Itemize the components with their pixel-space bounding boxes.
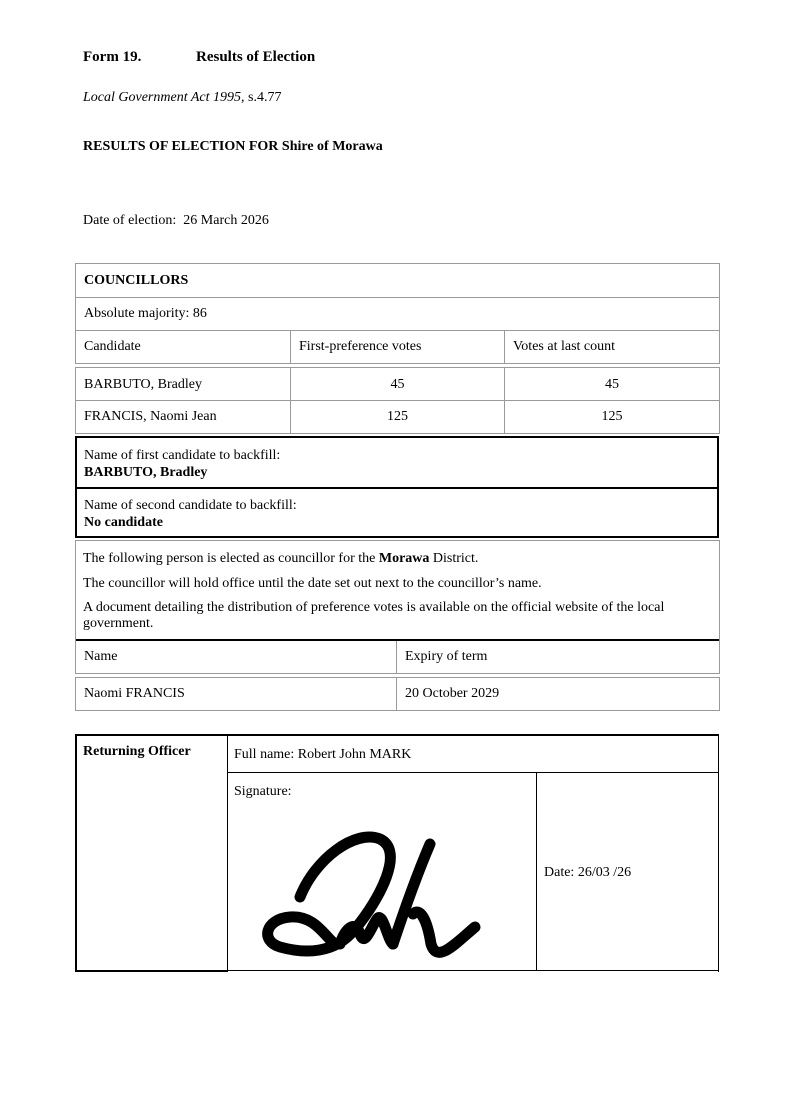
form-title: Results of Election <box>196 49 316 65</box>
second-backfill-value: No candidate <box>84 515 163 530</box>
last-count-votes: 45 <box>605 376 619 392</box>
column-header-last-count: Votes at last count <box>513 339 616 354</box>
results-heading: RESULTS OF ELECTION FOR Shire of Morawa <box>83 139 383 154</box>
term-note: The councillor will hold office until the date set out next to the councillor’s name. <box>83 576 542 591</box>
act-name: Local Government Act 1995, <box>83 90 245 105</box>
absolute-majority: Absolute majority: 86 <box>84 306 207 321</box>
first-backfill-value: BARBUTO, Bradley <box>84 465 208 480</box>
backfill-box <box>75 436 719 538</box>
returning-officer-label: Returning Officer <box>83 744 191 759</box>
signature-label: Signature: <box>234 784 292 799</box>
elected-district: Morawa <box>378 551 430 566</box>
first-preference-votes: 125 <box>387 409 408 424</box>
elected-suffix: District. <box>429 551 479 566</box>
second-backfill-label: Name of second candidate to backfill: <box>84 498 297 513</box>
first-backfill <box>84 447 280 481</box>
act-reference <box>83 90 281 106</box>
elected-expiry: 20 October 2029 <box>405 686 500 701</box>
first-backfill-label: Name of first candidate to backfill: <box>84 448 281 463</box>
column-header-expiry: Expiry of term <box>405 649 488 664</box>
election-date <box>83 213 269 229</box>
candidate-rows <box>75 367 720 434</box>
second-backfill <box>84 497 297 531</box>
column-header-first-preference: First-preference votes <box>299 339 422 354</box>
candidate-name: BARBUTO, Bradley <box>84 376 202 392</box>
form-number: Form 19. <box>83 49 142 65</box>
elected-name: Naomi FRANCIS <box>84 686 185 701</box>
date-value: 26 March 2026 <box>183 213 269 228</box>
elected-prefix: The following person is elected as councillor for the <box>83 551 379 566</box>
elected-box <box>75 540 720 674</box>
last-count-votes: 125 <box>601 409 623 424</box>
returning-officer-block <box>75 734 720 973</box>
act-section: s.4.77 <box>244 90 282 105</box>
date-label: Date of election: <box>83 213 177 228</box>
column-header-name: Name <box>84 649 118 664</box>
elected-statement <box>83 550 708 567</box>
councillors-table-header <box>75 263 720 364</box>
elected-row <box>75 677 720 711</box>
signature-image <box>255 819 495 959</box>
column-header-candidate: Candidate <box>84 339 141 354</box>
signature-date: Date: 26/03 /26 <box>544 865 632 880</box>
councillors-heading: COUNCILLORS <box>84 272 189 288</box>
candidate-name: FRANCIS, Naomi Jean <box>84 409 217 424</box>
returning-officer-full-name: Full name: Robert John MARK <box>234 747 412 762</box>
document-note: A document detailing the distribution of preference votes is available on the official website of the local government. <box>83 600 665 631</box>
first-preference-votes: 45 <box>390 376 405 392</box>
